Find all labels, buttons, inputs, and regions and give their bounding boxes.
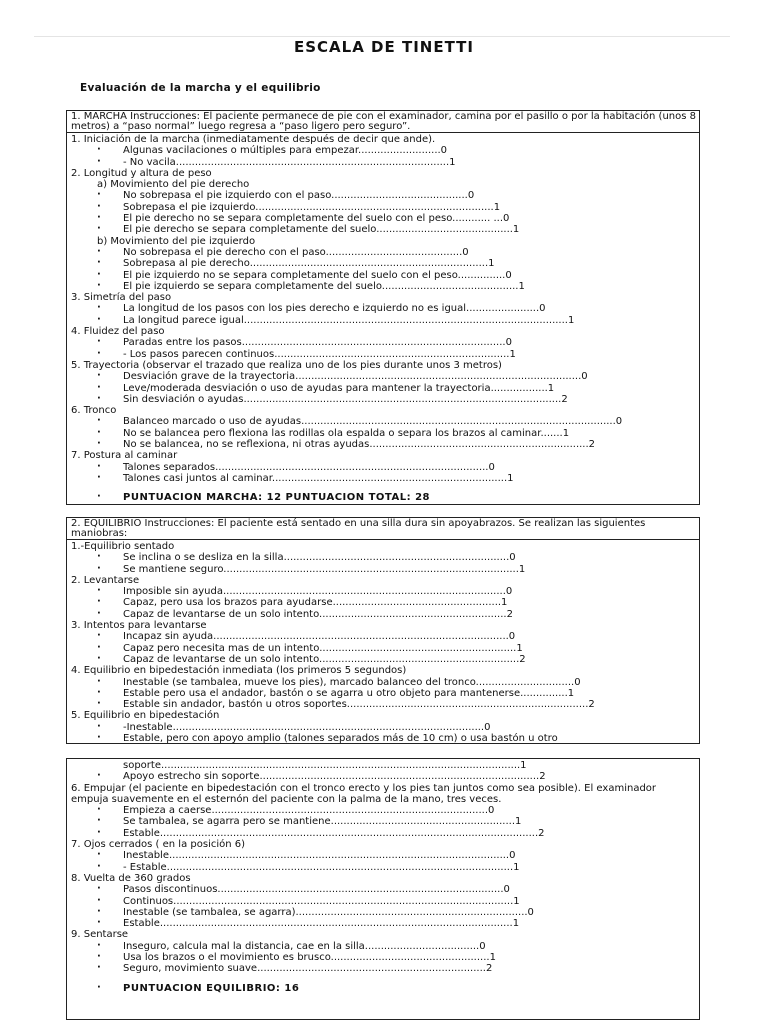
equilibrio-items xyxy=(67,540,699,744)
continuation-items xyxy=(67,759,699,994)
item-heading: 8. Vuelta de 360 grados xyxy=(71,872,191,884)
equilibrio-score: · PUNTUACIÓN EQUILIBRIO: 16 xyxy=(71,983,696,994)
item-option: · Inestable (se tambalea, mueve los pies), marcado balanceo del tronco...............................0 xyxy=(71,677,696,688)
item-option: · Apoyo estrecho sin soporte........................................................................................2 xyxy=(71,771,696,782)
item-option: · Estable pero usa el andador, bastón o se agarra u otro objeto para mantenerse...............1 xyxy=(71,688,696,699)
item-option: · Paradas entre los pasos...................................................................................0 xyxy=(71,337,696,348)
item-option: · Balanceo marcado o uso de ayudas...................................................................................................0 xyxy=(71,416,696,427)
item-option: · Capaz pero necesita mas de un intento..............................................................1 xyxy=(71,643,696,654)
item-option: · Leve/moderada desviación o uso de ayudas para mantener la trayectoria..................1 xyxy=(71,383,696,394)
item-option: · Sin desviación o ayudas....................................................................................................2 xyxy=(71,394,696,405)
item-heading: 4. Fluidez del paso xyxy=(71,326,165,338)
item-heading: 6. Empujar (el paciente en bipedestación con el tronco erecto y los pies tan juntos como sea posible). El examinador empuja suavemente en el esternón del paciente con la palma de la mano, tres veces. xyxy=(71,782,657,805)
item-subheading: a) Movimiento del pie derecho xyxy=(97,179,250,191)
item-option: · - No vacila......................................................................................1 xyxy=(71,157,696,168)
equilibrio-instructions: 2. EQUILIBRIO Instrucciones: El paciente está sentado en una silla dura sin apoyabrazos. Se realizan las siguientes maniobras: xyxy=(67,518,699,540)
item-option: · Usa los brazos o el movimiento es brusco..................................................1 xyxy=(71,952,696,963)
item-option: · Capaz, pero usa los brazos para ayudarse.....................................................1 xyxy=(71,597,696,608)
equilibrio-section xyxy=(66,517,700,744)
item-option: · Incapaz sin ayuda.............................................................................................0 xyxy=(71,631,696,642)
item-option: soporte.................................................................................................................1 xyxy=(123,760,527,771)
marcha-section xyxy=(66,110,700,505)
item-heading: 3. Simetría del paso xyxy=(71,292,172,304)
equilibrio-continuation-section xyxy=(66,758,700,1020)
item-heading: 5. Equilibrio en bipedestación xyxy=(71,710,220,722)
item-subheading: b) Movimiento del pie izquierdo xyxy=(97,235,256,247)
document-title: ESCALA DE TINETTI xyxy=(294,38,474,56)
item-option: · -Inestable..................................................................................................0 xyxy=(71,722,696,733)
item-option: · Se inclina o se desliza en la silla.......................................................................0 xyxy=(71,552,696,563)
item-heading: 1. Iniciación de la marcha (inmediatamente después de decir que ande). xyxy=(71,134,436,145)
item-option: · Seguro, movimiento suave........................................................................2 xyxy=(71,963,696,974)
item-heading: 4. Equilibrio en bipedestación inmediata (los primeros 5 segundos) xyxy=(71,665,407,677)
item-option: · No sobrepasa el pie izquierdo con el paso...........................................0 xyxy=(71,190,696,201)
item-option: · Estable sin andador, bastón u otros soportes............................................................................2 xyxy=(71,699,696,710)
item-heading: 6. Tronco xyxy=(71,405,117,417)
item-heading: 2. Longitud y altura de peso xyxy=(71,167,212,179)
item-heading: 9. Sentarse xyxy=(71,929,129,941)
item-option: · Se tambalea, se agarra pero se mantiene..........................................................1 xyxy=(71,816,696,827)
marcha-score: · PUNTUACIÓN MARCHA: 12 PUNTUACIÓN TOTAL: 28 xyxy=(71,492,696,503)
item-option: · Empieza a caerse.......................................................................................0 xyxy=(71,805,696,816)
item-option: · Sobrepasa el pie izquierdo...........................................................................1 xyxy=(71,202,696,213)
item-heading: 2. Levantarse xyxy=(71,574,140,586)
item-option: · Desviación grave de la trayectoria..........................................................................................0 xyxy=(71,371,696,382)
item-option: · Inestable...........................................................................................................0 xyxy=(71,850,696,861)
document-subtitle: Evaluación de la marcha y el equilibrio xyxy=(80,82,321,94)
item-option: · Estable.......................................................................................................................2 xyxy=(71,828,696,839)
item-option: · Capaz de levantarse de un solo intento...............................................................2 xyxy=(71,654,696,665)
marcha-items xyxy=(67,133,699,504)
item-option: · Estable...............................................................................................................1 xyxy=(71,918,696,929)
item-option: · No se balancea, no se reflexiona, ni otras ayudas.....................................................................2 xyxy=(71,439,696,450)
item-option: · El pie derecho se separa completamente del suelo...........................................1 xyxy=(71,224,696,235)
item-option: · El pie izquierdo se separa completamente del suelo...........................................1 xyxy=(71,281,696,292)
item-option: · Estable, pero con apoyo amplio (talones separados más de 10 cm) o usa bastón u otro xyxy=(71,733,696,744)
item-option: · - Los pasos parecen continuos..........................................................................1 xyxy=(71,349,696,360)
item-option: · Inseguro, calcula mal la distancia, cae en la silla....................................0 xyxy=(71,941,696,952)
top-rule xyxy=(34,36,730,37)
item-option: · Imposible sin ayuda.........................................................................................0 xyxy=(71,586,696,597)
item-option: · El pie derecho no se separa completamente del suelo con el peso............ ...0 xyxy=(71,213,696,224)
item-option: · Algunas vacilaciones o múltiples para empezar..........................0 xyxy=(71,145,696,156)
item-option: · No sobrepasa el pie derecho con el paso...........................................0 xyxy=(71,247,696,258)
item-option: · Capaz de levantarse de un solo intento...........................................................2 xyxy=(71,609,696,620)
item-option: · El pie izquierdo no se separa completamente del suelo con el peso...............0 xyxy=(71,270,696,281)
item-heading: 3. Intentos para levantarse xyxy=(71,620,207,632)
item-option: · No se balancea pero flexiona las rodillas ola espalda o separa los brazos al caminar.......1 xyxy=(71,428,696,439)
item-option: · Talones separados......................................................................................0 xyxy=(71,462,696,473)
item-option: · Se mantiene seguro.............................................................................................1 xyxy=(71,564,696,575)
item-option: · La longitud de los pasos con los pies derecho e izquierdo no es igual.......................0 xyxy=(71,303,696,314)
item-option: · Talones casi juntos al caminar..........................................................................1 xyxy=(71,473,696,484)
item-heading: 1.-Equilibrio sentado xyxy=(71,541,175,552)
item-option: · La longitud parece igual......................................................................................................1 xyxy=(71,315,696,326)
item-option: · - Estable.............................................................................................................1 xyxy=(71,862,696,873)
item-option: · Continuos...........................................................................................................1 xyxy=(71,896,696,907)
item-option: · Pasos discontinuos..........................................................................................0 xyxy=(71,884,696,895)
marcha-instructions: 1. MARCHA Instrucciones: El paciente permanece de pie con el examinador, camina por el pasillo o por la habitación (unos 8 metros) a “paso normal” luego regresa a “paso ligero pero seguro”. xyxy=(67,111,699,133)
item-option: · Inestable (se tambalea, se agarra).........................................................................0 xyxy=(71,907,696,918)
item-heading: 5. Trayectoria (observar el trazado que realiza uno de los pies durante unos 3 metros) xyxy=(71,359,502,371)
item-heading: 7. Ojos cerrados ( en la posición 6) xyxy=(71,839,246,851)
item-heading: 7. Postura al caminar xyxy=(71,450,178,462)
item-option: · Sobrepasa al pie derecho...........................................................................1 xyxy=(71,258,696,269)
